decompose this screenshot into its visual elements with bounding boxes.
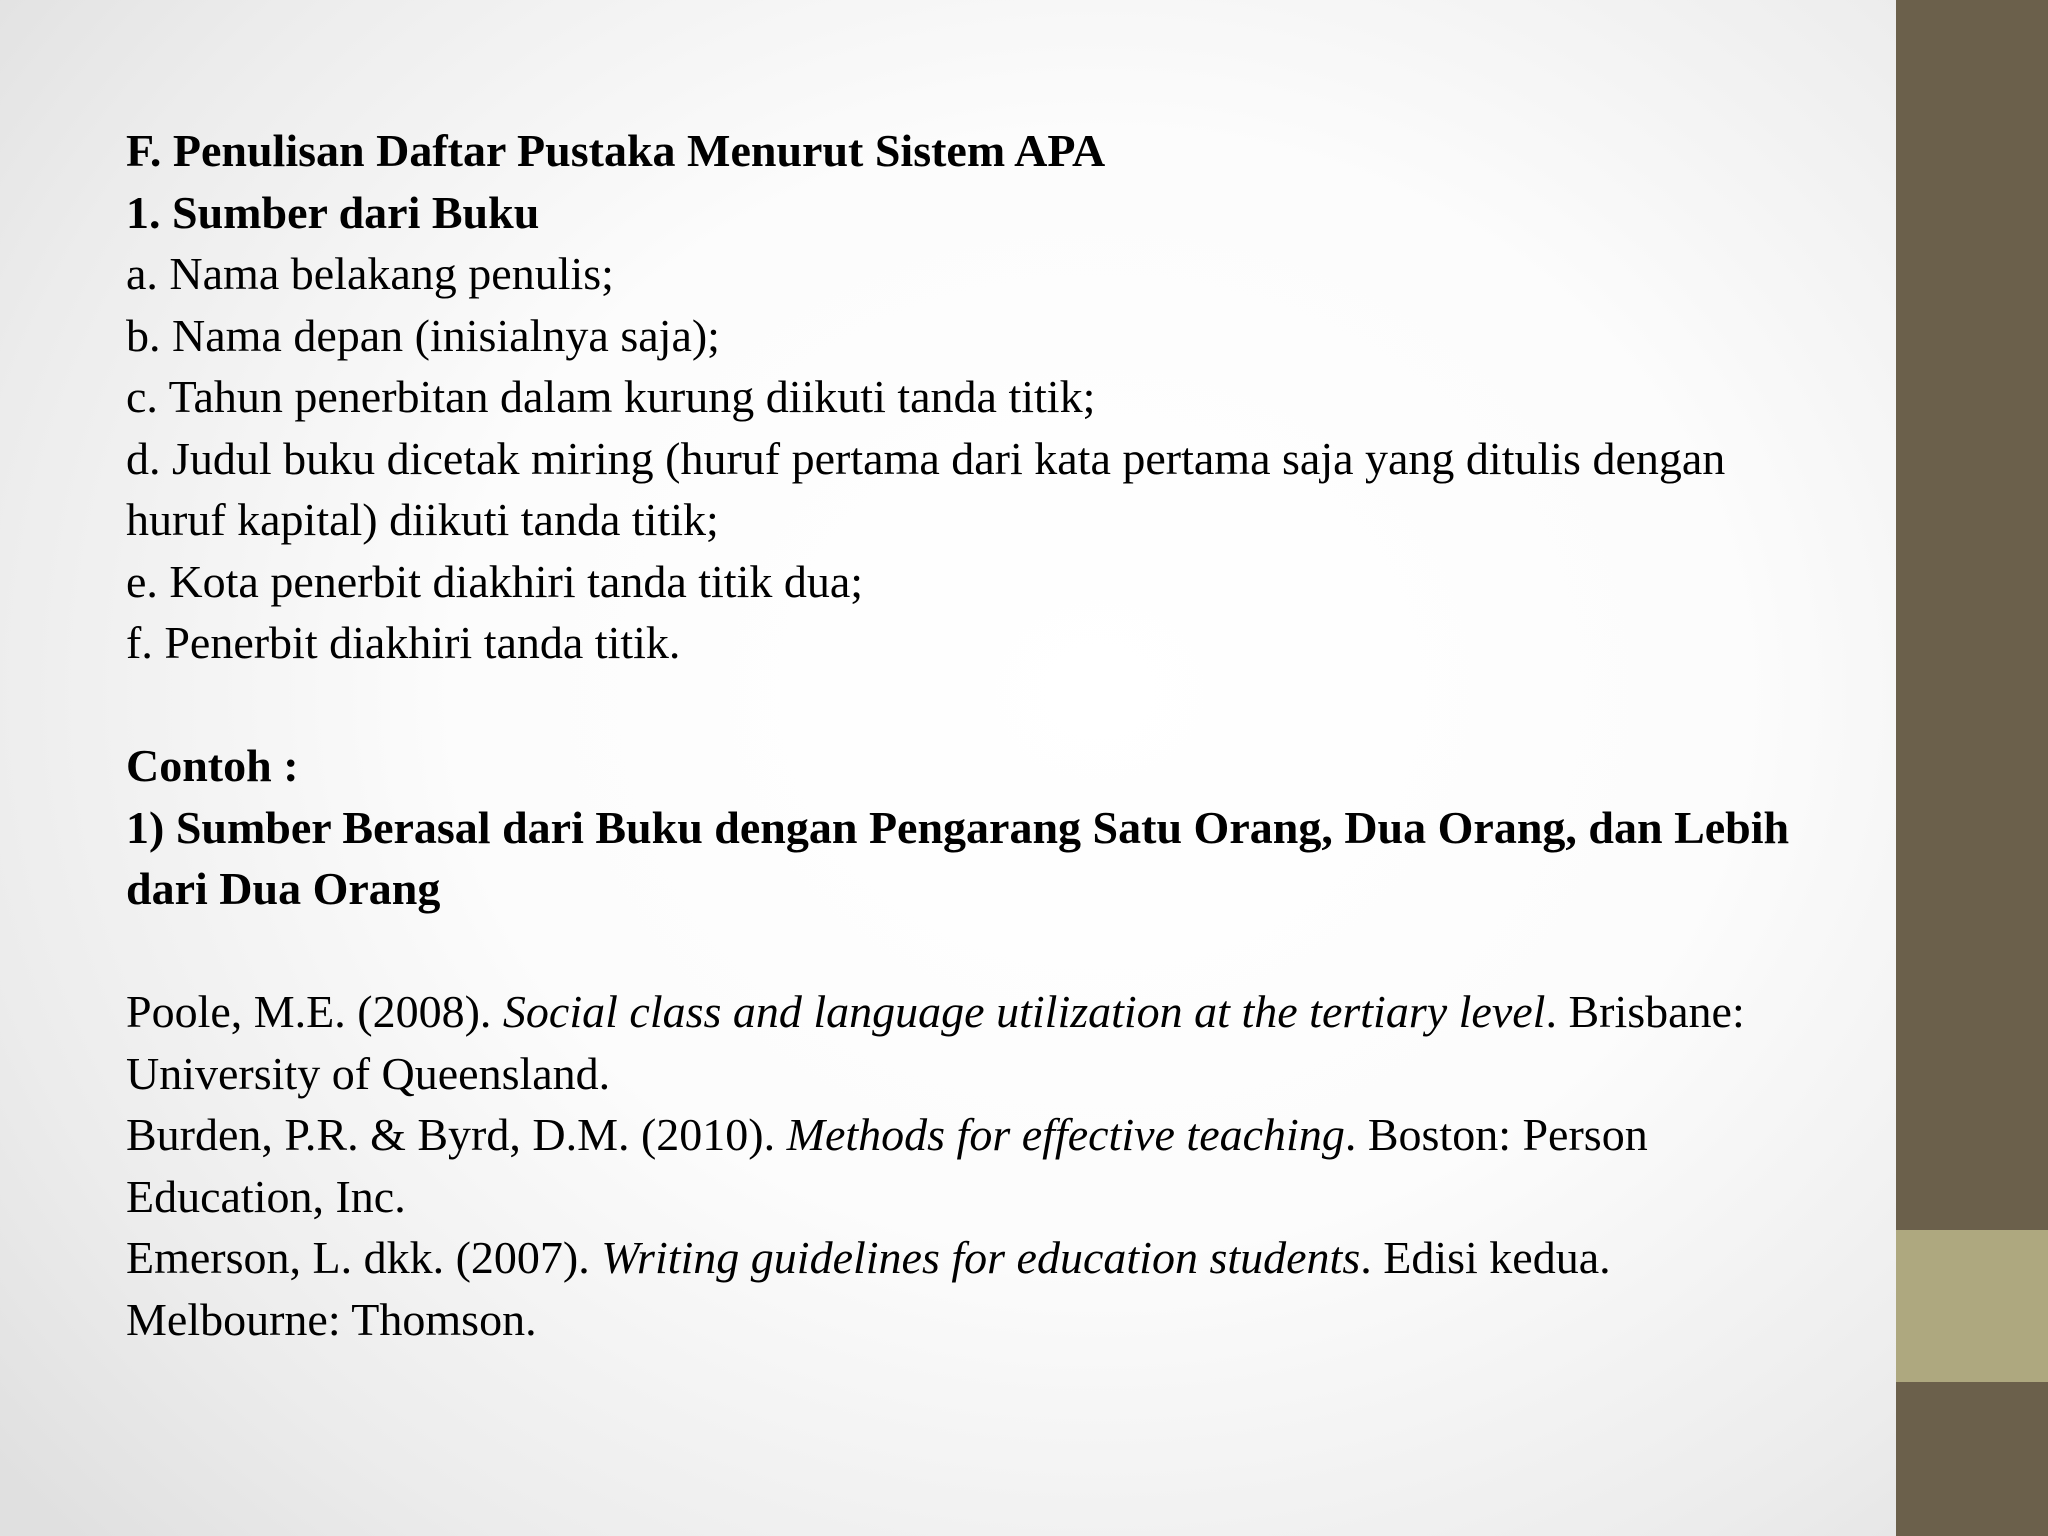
decorative-side-accent [1896, 1230, 2048, 1382]
list-item: b. Nama depan (inisialnya saja); [126, 309, 720, 361]
list-item: f. Penerbit diakhiri tanda titik. [126, 617, 681, 668]
reference-author-year: Emerson, L. dkk. (2007). [126, 1232, 602, 1283]
example-title: 1) Sumber Berasal dari Buku dengan Pengarang Satu Orang, Dua Orang, dan Lebih dari Dua Orang [126, 801, 1790, 914]
example-label: Contoh : [126, 740, 299, 791]
list-item: c. Tahun penerbitan dalam kurung diikuti tanda titik; [126, 371, 1096, 422]
reference-publisher: . Edisi kedua. Melbourne: Thomson. [126, 1232, 1611, 1345]
reference-title: Methods for effective teaching [786, 1109, 1345, 1160]
reference-entry [126, 1104, 1826, 1227]
reference-title: Social class and language utilization at the tertiary level [502, 986, 1546, 1037]
criteria-list [126, 243, 1826, 674]
reference-publisher: . Boston: Person Education, Inc. [126, 1109, 1648, 1222]
reference-author-year: Burden, P.R. & Byrd, D.M. (2010). [126, 1109, 787, 1160]
reference-publisher: . Brisbane: University of Queensland. [126, 986, 1745, 1099]
slide-content [126, 120, 1826, 1350]
reference-list [126, 981, 1826, 1350]
list-item: a. Nama belakang penulis; [126, 248, 614, 299]
reference-title: Writing guidelines for education students [601, 1232, 1361, 1283]
list-item: d. Judul buku dicetak miring (huruf pertama dari kata pertama saja yang ditulis dengan huruf kapital) diikuti tanda titik; [126, 432, 1726, 545]
spacer [126, 920, 1826, 982]
reference-author-year: Poole, M.E. (2008). [126, 986, 503, 1037]
section-subheading: 1. Sumber dari Buku [126, 186, 540, 238]
reference-entry [126, 981, 1826, 1104]
spacer [126, 674, 1826, 736]
slide-heading: F. Penulisan Daftar Pustaka Menurut Sistem APA [126, 125, 1106, 176]
reference-entry [126, 1227, 1826, 1350]
list-item: e. Kota penerbit diakhiri tanda titik dua; [126, 555, 864, 607]
